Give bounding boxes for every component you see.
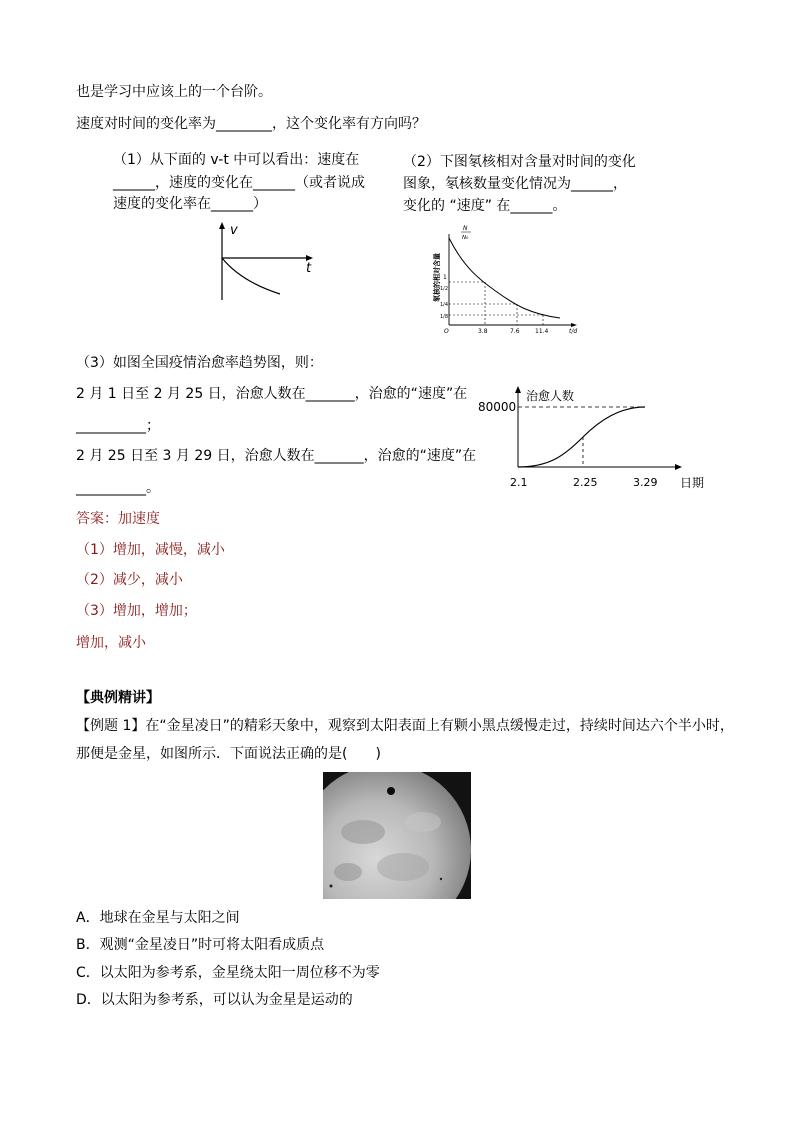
tick-2-1: 2.1 <box>510 476 528 489</box>
part3-title: （3）如图全国疫情治愈率趋势图，则： <box>76 355 323 371</box>
venus-dot <box>387 787 395 795</box>
part3-line-3: 2 月 25 日至 3 月 29 日，治愈人数在_______，治愈的“速度”在 <box>76 448 477 464</box>
answer-header: 答案：加速度 <box>76 511 160 527</box>
decay-curve <box>449 238 560 318</box>
recovery-trend-graph <box>470 380 710 495</box>
tick-y-1: 1 <box>443 274 447 281</box>
tick-y-eighth: 1/8 <box>440 314 449 320</box>
recovery-x-label: 日期 <box>680 476 705 490</box>
section-title: 【典例精讲】 <box>76 690 160 706</box>
v-axis-label: v <box>230 223 238 238</box>
answer-2: （2）减少，减小 <box>76 572 183 588</box>
part2-line-2: 图象，氡核数量变化情况为______， <box>403 176 627 192</box>
intro-line-1: 也是学习中应该上的一个台阶。 <box>76 84 272 100</box>
tick-y-half: 1/2 <box>440 286 449 292</box>
vt-graph <box>200 220 330 305</box>
tick-2-25: 2.25 <box>573 476 598 489</box>
part2-line-1: （2）下图氡核相对含量对时间的变化 <box>403 154 636 170</box>
tick-x-3-8: 3.8 <box>478 328 488 335</box>
radon-x-label: t/d <box>569 328 578 335</box>
option-b[interactable]: B．观测“金星凌日”时可将太阳看成质点 <box>76 937 325 953</box>
answer-4: 增加，减小 <box>76 635 146 651</box>
part1-line-1: （1）从下面的 v-t 中可以看出：速度在 <box>113 152 360 168</box>
tick-x-origin: O <box>444 328 449 335</box>
recovery-y-label: 治愈人数 <box>526 389 575 403</box>
part3-line-1: 2 月 1 日至 2 月 25 日，治愈人数在_______，治愈的“速度”在 <box>76 386 468 402</box>
tick-y-quarter: 1/4 <box>440 302 449 308</box>
part3-line-4: __________。 <box>76 480 160 496</box>
answer-1: （1）增加，减慢，减小 <box>76 542 225 558</box>
venus-transit-image <box>323 772 471 899</box>
tick-x-7-6: 7.6 <box>510 328 520 335</box>
radon-y-axis-title: 氡核的相对含量 <box>433 253 441 302</box>
recovery-curve <box>518 407 645 467</box>
intro-question: 速度对时间的变化率为________，这个变化率有方向吗？ <box>76 116 426 132</box>
velocity-curve <box>222 258 280 294</box>
recovery-y-value: 80000 <box>478 400 517 414</box>
t-axis-label: t <box>306 261 312 276</box>
option-a[interactable]: A．地球在金星与太阳之间 <box>76 910 240 926</box>
part1-line-3: 速度的变化率在______） <box>113 196 267 212</box>
n-label-bottom: N₀ <box>462 235 469 241</box>
tick-x-11-4: 11.4 <box>535 328 549 335</box>
option-d[interactable]: D．以太阳为参考系，可以认为金星是运动的 <box>76 992 353 1008</box>
example-line-2: 那便是金星，如图所示．下面说法正确的是( ) <box>76 746 381 762</box>
radon-decay-graph <box>425 220 585 335</box>
example-line-1: 【例题 1】在“金星凌日”的精彩天象中，观察到太阳表面上有颗小黑点缓慢走过，持续时间达六个半小时， <box>76 718 734 734</box>
answer-3: （3）增加，增加； <box>76 603 197 619</box>
part3-line-2: __________； <box>76 418 160 434</box>
tick-3-29: 3.29 <box>633 476 658 489</box>
n-label-top: N <box>463 225 468 232</box>
part1-line-2: ______，速度的变化在______（或者说成 <box>113 175 365 191</box>
part2-line-3: 变化的 “速度” 在______。 <box>403 198 567 214</box>
option-c[interactable]: C．以太阳为参考系，金星绕太阳一周位移不为零 <box>76 965 380 981</box>
